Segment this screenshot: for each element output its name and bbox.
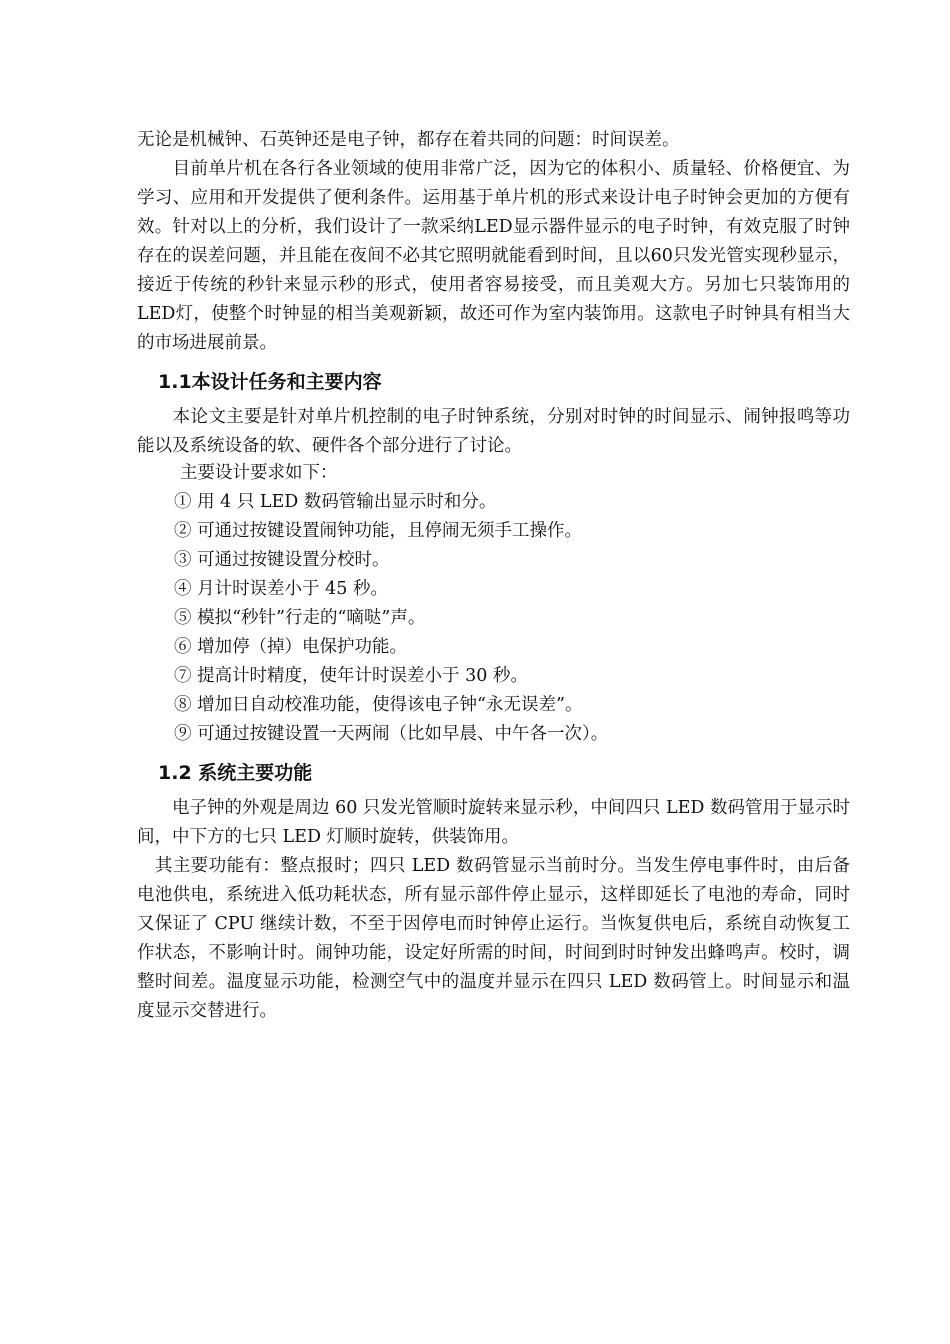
requirement-item: ③ 可通过按键设置分校时。 (174, 550, 390, 570)
intro-paragraph: 目前单片机在各行各业领域的使用非常广泛，因为它的体积小、质量轻、价格便宜、为学习、应用和开发提供了便利条件。运用基于单片机的形式来设计电子时钟会更加的方便有效。针对以上的分析，我们设计了一款采纳LED显示器件显示的电子时钟，有效克服了时钟存在的误差问题，并且能在夜间不必其它照明就能看到时间，且以60只发光管实现秒显示，接近于传统的秒针来显示秒的形式，使用者容易接受，而且美观大方。另加七只装饰用的LED灯，使整个时钟显的相当美观新颖，故还可作为室内装饰用。这款电子时钟具有相当大的市场进展前景。 (137, 159, 850, 353)
section-1-2-paragraph-1: 电子钟的外观是周边 60 只发光管顺时旋转来显示秒，中间四只 LED 数码管用于显示时间，中下方的七只 LED 灯顺时旋转，供装饰用。 (137, 798, 850, 847)
intro-lead-line: 无论是机械钟、石英钟还是电子钟，都存在着共同的问题：时间误差。 (137, 130, 680, 150)
requirement-item: ④ 月计时误差小于 45 秒。 (174, 579, 388, 599)
requirement-item: ⑥ 增加停（掉）电保护功能。 (174, 637, 408, 657)
requirement-item: ⑤ 模拟“秒针”行走的“嘀哒”声。 (174, 608, 426, 628)
section-1-2-paragraph-2: 其主要功能有：整点报时；四只 LED 数码管显示当前时分。当发生停电事件时，由后备电池供电，系统进入低功耗状态，所有显示部件停止显示，这样即延长了电池的寿命，同时又保证了 CPU 继续计数，不至于因停电而时钟停止运行。当恢复供电后，系统自动恢复工作状态，不影响计时。闹钟功能，设定好所需的时间，时间到时时钟发出蜂鸣声。校时，调整时间差。温度显示功能，检测空气中的温度并显示在四只 LED 数码管上。时间显示和温度显示交替进行。 (137, 856, 850, 1021)
requirements-list (174, 488, 608, 749)
requirement-item: ② 可通过按键设置闹钟功能，且停闹无须手工操作。 (174, 521, 583, 541)
requirement-item: ⑨ 可通过按键设置一天两闹（比如早晨、中午各一次）。 (174, 724, 609, 744)
section-1-1-paragraph: 本论文主要是针对单片机控制的电子时钟系统，分别对时钟的时间显示、闹钟报鸣等功能以及系统设备的软、硬件各个部分进行了讨论。 (137, 407, 850, 456)
requirement-item: ① 用 4 只 LED 数码管输出显示时和分。 (174, 492, 497, 512)
section-heading-1-2: 1.2 系统主要功能 (158, 762, 313, 784)
requirements-intro: 主要设计要求如下： (180, 463, 338, 483)
requirement-item: ⑧ 增加日自动校准功能，使得该电子钟“永无误差”。 (174, 695, 583, 715)
section-heading-1-1: 1.1本设计任务和主要内容 (158, 371, 382, 393)
requirement-item: ⑦ 提高计时精度，使年计时误差小于 30 秒。 (174, 666, 528, 686)
